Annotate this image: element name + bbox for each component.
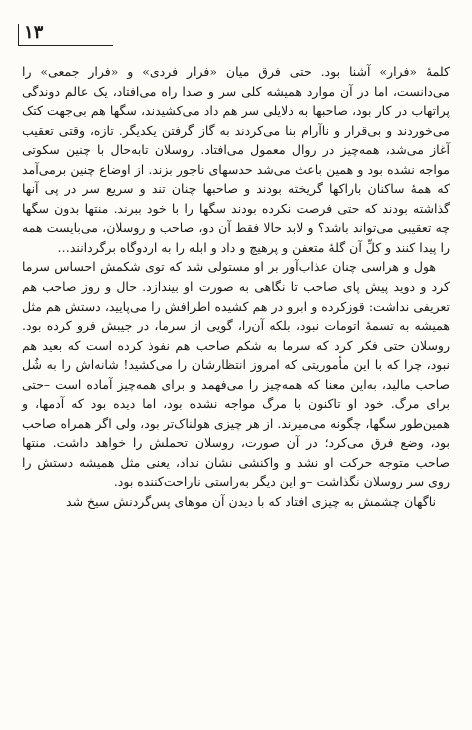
body-text bbox=[22, 62, 450, 512]
header-rule bbox=[18, 45, 113, 46]
paragraph-2: هول و هراسی چنان عذاب‌آور بر او مستولی شد که توی شکمش احساس سرما کرد و دوید پیش پای صاحب تا نگاهی به صورت او بیندازد. حال و روز صاحب هم تعریفی نداشت: قوزکرده و ابرو در هم کشیده اطرافش را می‌پایید، دستش هم مثل همیشه به تسمهٔ اتومات نبود، بلکه آن‌را، گویی از سرما، در جیبش فرو کرده بود. روسلان حتی فکر کرد که سرما به شکم صاحب هم نفوذ کرده است که بعید هم نبود، چرا که با این مأموریتی که امروز انتظارشان را می‌کشید! شانه‌اش را به شُل صاحب مالید، به‌این معنا که همه‌چیز را می‌فهمد و برای همه‌چیز آماده است –حتی برای مرگ. خود او تاکنون با مرگ مواجه نشده بود، اما دیده بود که آدمها، و همین‌طور سگها، چگونه می‌میرند. از هر چیزی هولناک‌تر بود، ولی اگر همراه صاحب بود، وضع فرق می‌کرد؛ در آن صورت، روسلان تحملش را خواهد داشت. منتها صاحب متوجه حرکت او نشد و واکنشی نشان نداد، یعنی مثل همیشه دستش را روی سر روسلان نگذاشت –و این دیگر به‌راستی ناراحت‌کننده بود. bbox=[22, 259, 450, 490]
page-header bbox=[18, 22, 113, 46]
paragraph-3: ناگهان چشمش به چیزی افتاد که با دیدن آن موهای پس‌گردنش سیخ شد bbox=[66, 494, 436, 510]
page-number: ۱۳ bbox=[24, 22, 44, 43]
header-corner-rule bbox=[18, 24, 19, 46]
paragraph-1: کلمهٔ «فرار» آشنا بود. حتی فرق میان «فرار فردی» و «فرار جمعی» را می‌دانست، اما در آن موارد همیشه کلی سر و صدا راه می‌افتاد، یک عالم دوندگی پراتهاب در کار بود، صاحبها به دلایلی سر هم داد می‌کشیدند، سگها هم بی‌جهت کتک می‌خوردند و بی‌قرار و ناآرام بنا می‌کردند به گاز گرفتن یکدیگر. تازه، وقتی تعقیب آغاز می‌شد، همه‌چیز در روال معمول می‌افتاد. روسلان تابه‌حال با چنین سکوتی مواجه نشده بود و همین باعث می‌شد حدسهای ناجور بزند. از اوضاع چنین برمی‌آمد که همهٔ ساکنان باراکها گریخته بودند و صاحبها چنان تند و سریع سر در پی آنها گذاشته بودند که حتی فرصت نکرده بودند سگها را با خود ببرند. منتها بدون سگها چه تعقیبی می‌تواند باشد؟ و لابد حالا فقط آن دو، صاحب و روسلان، می‌بایست همه را پیدا کنند و کلِّ آن گلهٔ متعفن و پرهیچ و داد و ابله را به اردوگاه برگردانند… bbox=[22, 64, 450, 255]
